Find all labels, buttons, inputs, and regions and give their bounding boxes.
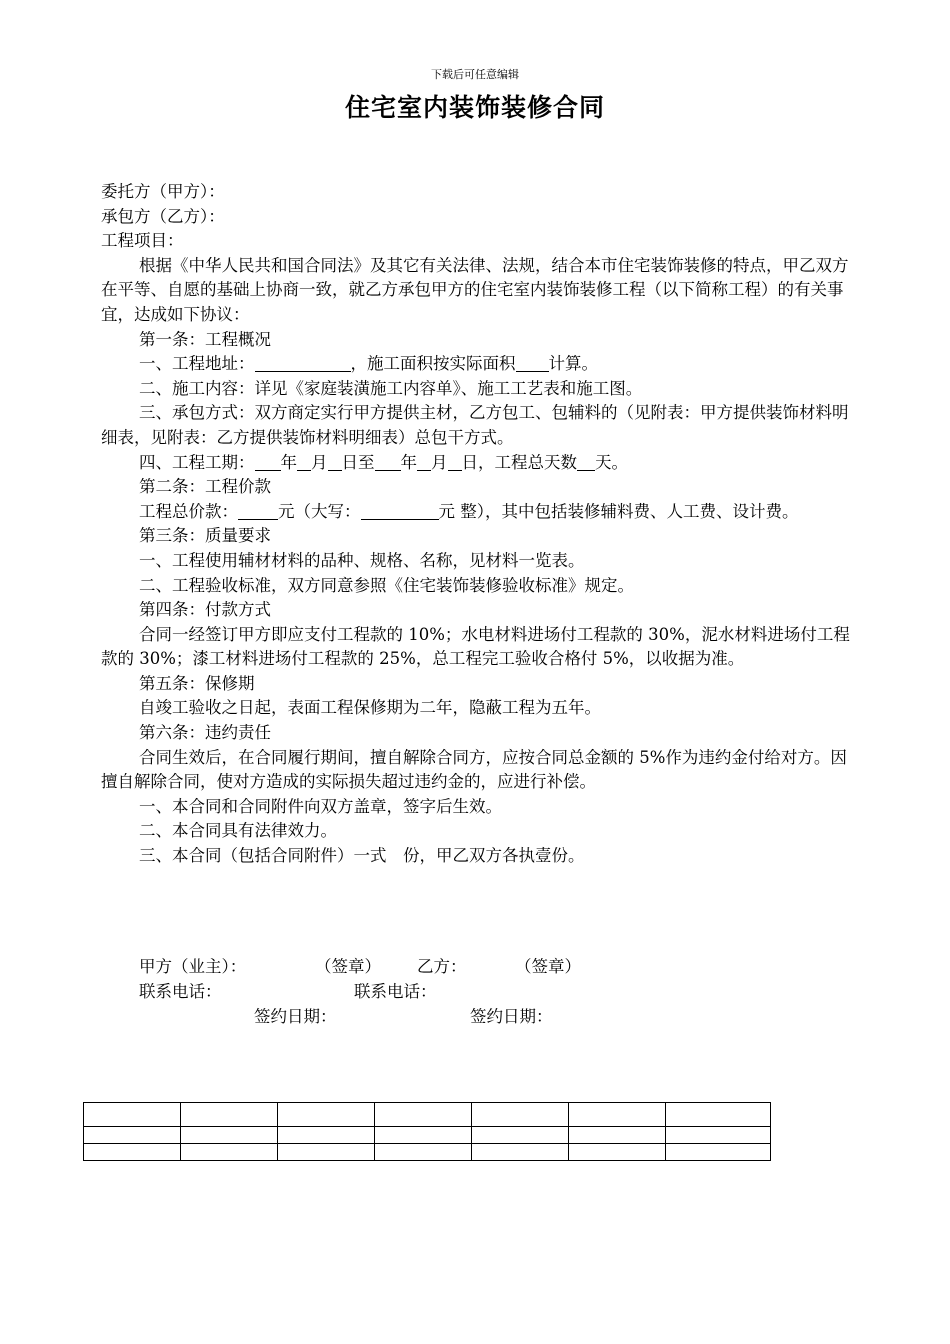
table-cell: [569, 1144, 666, 1161]
start-month-blank[interactable]: [297, 454, 311, 471]
quality-item-2: 二、工程验收标准，双方同意参照《住宅装饰装修验收标准》规定。: [139, 575, 634, 595]
project-line: 工程项目：: [101, 231, 184, 251]
breach-item-2: 二、本合同具有法律效力。: [139, 821, 337, 841]
period-year-1: 年: [280, 452, 297, 472]
table-cell: [666, 1103, 771, 1127]
table-row: [84, 1127, 771, 1144]
price-rest: 元 整），其中包括装修辅料费、人工费、设计费。: [438, 501, 799, 521]
area-blank[interactable]: [516, 355, 549, 372]
table-cell: [666, 1127, 771, 1144]
warranty-paragraph: 自竣工验收之日起，表面工程保修期为二年，隐蔽工程为五年。: [139, 698, 601, 718]
client-line: 委托方（甲方）：: [101, 182, 225, 201]
article6-heading: 第六条：违约责任: [139, 723, 271, 743]
party-a-seal: （签章）: [315, 957, 381, 976]
document-title: 住宅室内装饰装修合同: [344, 93, 605, 122]
table-cell: [181, 1144, 278, 1161]
article1-heading: 第一条：工程概况: [139, 329, 271, 349]
table-cell: [278, 1103, 375, 1127]
table-cell: [181, 1127, 278, 1144]
end-month-blank[interactable]: [417, 454, 431, 471]
price-blank[interactable]: [238, 503, 278, 520]
download-note: 下载后可任意编辑: [431, 68, 519, 81]
price-label: 工程总价款：: [139, 501, 238, 521]
party-a-label: 甲方（业主）：: [139, 957, 247, 976]
quality-item-1: 一、工程使用辅材材料的品种、规格、名称，见材料一览表。: [139, 550, 585, 570]
breach-item-1: 一、本合同和合同附件向双方盖章，签字后生效。: [139, 796, 502, 816]
period-label: 四、工程工期：: [139, 452, 255, 472]
table-cell: [472, 1103, 569, 1127]
party-a-phone: 联系电话：: [139, 982, 222, 1001]
start-year-blank[interactable]: [255, 454, 281, 471]
price-capital-label: 元（大写：: [278, 501, 361, 521]
party-b-phone: 联系电话：: [354, 982, 437, 1001]
intro-paragraph: 根据《中华人民共和国合同法》及其它有关法律、法规，结合本市住宅装饰装修的特点，甲乙双方在平等、自愿的基础上协商一致，就乙方承包甲方的住宅室内装饰装修工程（以下简称工程）的有关事宜，达成如下协议：: [101, 255, 849, 324]
area-label: ，施工面积按实际面积: [350, 354, 516, 374]
party-b-date: 签约日期：: [470, 1007, 553, 1026]
table-row: [84, 1144, 771, 1161]
period-days: 天。: [595, 452, 628, 472]
table-cell: [84, 1127, 181, 1144]
table-cell: [569, 1127, 666, 1144]
table-cell: [472, 1144, 569, 1161]
article3-heading: 第三条：质量要求: [139, 526, 271, 546]
contractor-line: 承包方（乙方）：: [101, 206, 225, 226]
blank-table: [83, 1102, 771, 1161]
table-cell: [181, 1103, 278, 1127]
contract-body: [101, 180, 861, 869]
period-month-2: 月: [431, 452, 448, 472]
table-cell: [84, 1103, 181, 1127]
table-cell: [375, 1144, 472, 1161]
address-blank[interactable]: [255, 355, 351, 372]
table-cell: [84, 1144, 181, 1161]
period-day-1: 日至: [341, 452, 375, 472]
address-line: [101, 352, 861, 377]
total-days-blank[interactable]: [577, 454, 595, 471]
table-cell: [569, 1103, 666, 1127]
price-capital-blank[interactable]: [361, 503, 439, 520]
breach-paragraph: 合同生效后，在合同履行期间，擅自解除合同方，应按合同总金额的 5%作为违约金付给对方。因擅自解除合同，使对方造成的实际损失超过违约金的，应进行补偿。: [101, 747, 847, 792]
article2-heading: 第二条：工程价款: [139, 477, 271, 497]
payment-paragraph: 合同一经签订甲方即应支付工程款的 10%；水电材料进场付工程款的 30%，泥水材料进场付工程款的 30%；漆工材料进场付工程款的 25%，总工程完工验收合格付 5%，以收据为准。: [101, 624, 850, 669]
table-cell: [375, 1127, 472, 1144]
table-row: [84, 1103, 771, 1127]
period-year-2: 年: [400, 452, 417, 472]
start-day-blank[interactable]: [328, 454, 342, 471]
table-cell: [278, 1127, 375, 1144]
party-b-seal: （签章）: [515, 957, 581, 976]
table-cell: [472, 1127, 569, 1144]
table-cell: [278, 1144, 375, 1161]
table-cell: [666, 1144, 771, 1161]
calc-label: 计算。: [548, 354, 598, 374]
period-day-2: 日，工程总天数: [461, 452, 577, 472]
table-cell: [375, 1103, 472, 1127]
party-a-date: 签约日期：: [254, 1007, 337, 1026]
article5-heading: 第五条：保修期: [139, 673, 255, 693]
end-year-blank[interactable]: [375, 454, 401, 471]
period-month-1: 月: [311, 452, 328, 472]
period-line: [101, 451, 861, 476]
end-day-blank[interactable]: [448, 454, 462, 471]
breach-item-3: 三、本合同（包括合同附件）一式 份，甲乙双方各执壹份。: [139, 846, 585, 866]
address-label: 一、工程地址：: [139, 354, 255, 374]
mode-paragraph: 三、承包方式：双方商定实行甲方提供主材，乙方包工、包辅料的（见附表：甲方提供装饰材料明细表，见附表：乙方提供装饰材料明细表）总包干方式。: [101, 403, 849, 447]
price-paragraph: [101, 500, 861, 525]
content-line: 二、施工内容：详见《家庭装潢施工内容单》、施工工艺表和施工图。: [139, 378, 643, 398]
article4-heading: 第四条：付款方式: [139, 600, 271, 620]
party-b-label: 乙方：: [417, 957, 467, 976]
